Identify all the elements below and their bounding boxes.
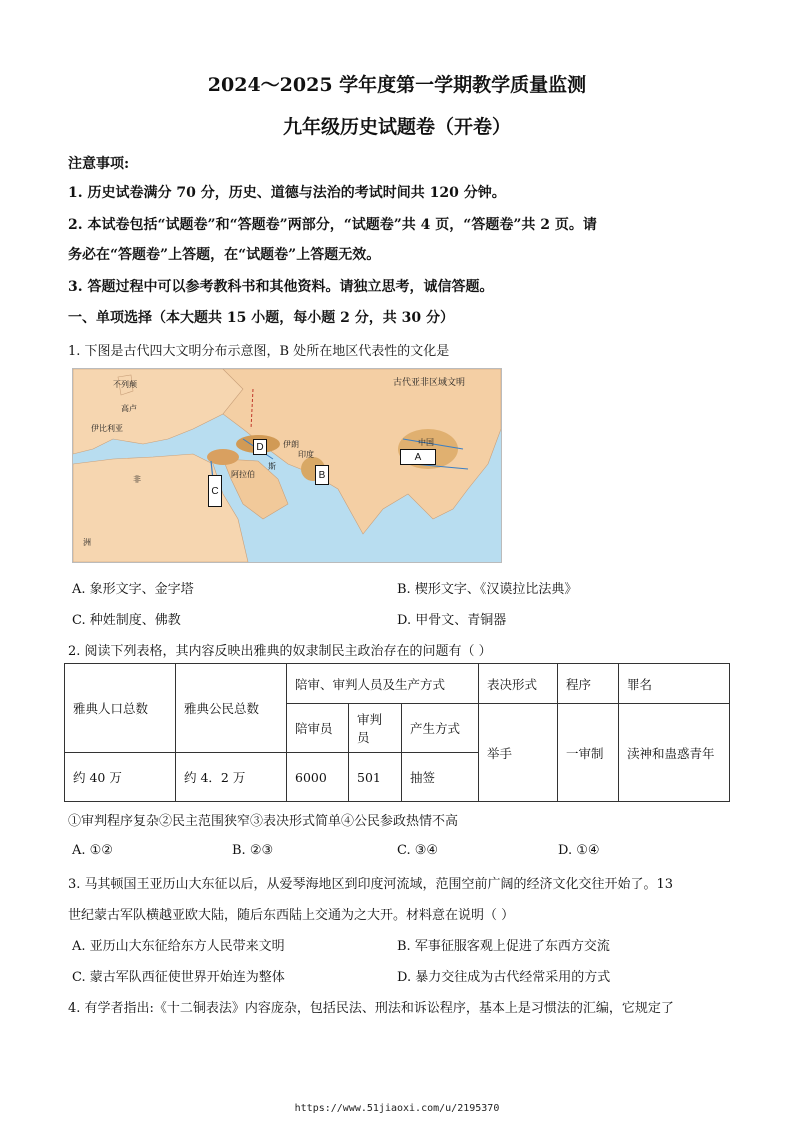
q3-option-a: A. 亚历山大东征给东方人民带来文明 [72,939,285,954]
td-citizens: 约 4．2 万 [176,753,287,802]
q2-option-d: D. ①④ [558,843,600,858]
td-procedure: 一审制 [558,704,619,802]
td-method: 抽签 [402,753,479,802]
map-label-zhou: 洲 [83,538,91,547]
map-label-iberia: 伊比利亚 [91,424,123,433]
exam-title-line1: 2024～2025 学年度第一学期教学质量监测 [207,74,587,96]
notes-item-3: 3. 答题过程中可以参考教科书和其他资料。请独立思考，诚信答题。 [68,279,494,295]
th-procedure: 程序 [558,664,619,704]
q3-option-d: D. 暴力交往成为古代经常采用的方式 [397,970,611,985]
q2-option-b: B. ②③ [232,843,274,858]
q4-stem-line1: 4. 有学者指出:《十二铜表法》内容庞杂，包括民法、刑法和诉讼程序，基本上是习惯法的汇编，它规定了 [68,1001,674,1016]
notes-item-2-line2: 务必在“答题卷”上答题，在“试题卷”上答题无效。 [68,247,381,263]
map-label-britain: 不列颠 [113,380,137,389]
q1-civilization-map [72,368,502,563]
td-jurors: 6000 [287,753,349,802]
th-jurors: 陪审员 [287,704,349,753]
td-population: 约 40 万 [65,753,176,802]
map-label-si: 斯 [268,462,276,471]
td-charge: 渎神和蛊惑青年 [619,704,730,802]
q1-stem: 1. 下图是古代四大文明分布示意图，B 处所在地区代表性的文化是 [68,344,450,359]
notes-heading: 注意事项: [68,156,130,172]
footer-watermark: https://www.51jiaoxi.com/u/2195370 [294,1103,500,1114]
section1-heading: 一、单项选择（本大题共 15 小题，每小题 2 分，共 30 分） [68,310,454,326]
q2-athens-table [64,663,730,802]
td-vote: 举手 [479,704,558,802]
map-box-d: D [253,439,267,455]
q1-option-a: A. 象形文字、金字塔 [72,582,194,597]
map-box-a: A [400,449,436,465]
q3-stem-line2: 世纪蒙古军队横越亚欧大陆，随后东西陆上交通为之大开。材料意在说明（ ） [68,908,515,923]
map-box-c: C [208,475,222,507]
th-charge: 罪名 [619,664,730,704]
map-title: 古代亚非区域文明 [393,378,466,388]
map-label-iran: 伊朗 [283,440,299,449]
map-box-b: B [315,465,329,485]
q2-option-c: C. ③④ [397,843,439,858]
q1-option-b: B. 楔形文字、《汉谟拉比法典》 [397,582,578,597]
th-judges: 审判员 [349,704,402,753]
exam-title-line2: 九年级历史试题卷（开卷） [282,116,511,138]
map-label-africa: 非 [133,475,141,484]
map-land-shapes [73,369,501,562]
td-judges: 501 [349,753,402,802]
q2-option-a: A. ①② [72,843,113,858]
map-label-india: 印度 [298,450,314,459]
q1-option-d: D. 甲骨文、青铜器 [397,613,507,628]
map-label-arabia: 阿拉伯 [231,470,255,479]
q3-stem-line1: 3. 马其顿国王亚历山大东征以后，从爱琴海地区到印度河流域，范围空前广阔的经济文化交往开始了。13 [68,877,674,892]
map-label-gaul: 高卢 [121,404,137,413]
th-citizens: 雅典公民总数 [176,664,287,753]
q2-stem: 2. 阅读下列表格，其内容反映出雅典的奴隶制民主政治存在的问题有（ ） [68,644,492,659]
q3-option-b: B. 军事征服客观上促进了东西方交流 [397,939,610,954]
q1-option-c: C. 种姓制度、佛教 [72,613,181,628]
q3-option-c: C. 蒙古军队西征使世界开始连为整体 [72,970,285,985]
th-vote: 表决形式 [479,664,558,704]
notes-item-1: 1. 历史试卷满分 70 分，历史、道德与法治的考试时间共 120 分钟。 [68,185,506,201]
notes-item-2-line1: 2. 本试卷包括“试题卷”和“答题卷”两部分，“试题卷”共 4 页，“答题卷”共 2 页。请 [68,217,597,233]
map-label-china: 中国 [418,438,434,447]
th-jury-group: 陪审、审判人员及生产方式 [287,664,479,704]
th-population: 雅典人口总数 [65,664,176,753]
q2-statements: ①审判程序复杂②民主范围狭窄③表决形式简单④公民参政热情不高 [68,814,459,829]
th-method: 产生方式 [402,704,479,753]
